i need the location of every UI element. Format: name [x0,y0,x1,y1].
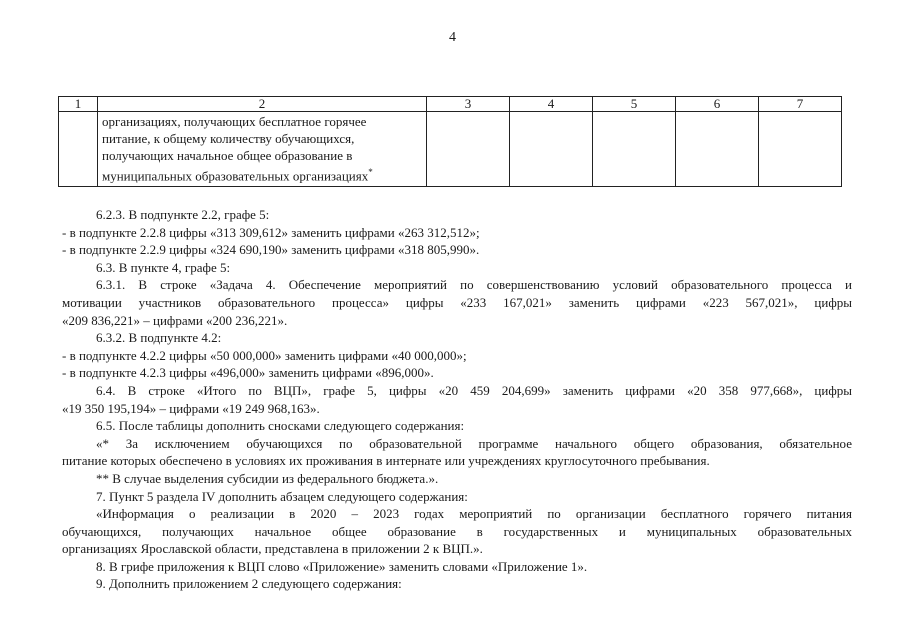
paragraph: 8. В грифе приложения к ВЦП слово «Приложение» заменить словами «Приложение 1». [96,558,588,574]
amendment-text [62,206,852,593]
paragraph: 6.5. После таблицы дополнить сносками следующего содержания: [96,418,465,434]
indicator-line-3: получающих начальное общее образование в [102,148,353,163]
table-cell-col3 [427,112,510,187]
col-header-1: 1 [59,97,98,112]
paragraph: «* За исключением обучающихся по образовательной программе начального общего образования, обязательное [96,435,852,451]
paragraph: - в подпункте 2.2.8 цифры «313 309,612» заменить цифрами «263 312,512»; [62,224,480,240]
paragraph: организациях Ярославской области, представлена в приложении 2 к ВЦП.». [62,541,483,557]
paragraph: 6.3. В пункте 4, графе 5: [96,259,231,275]
paragraph: ** В случае выделения субсидии из федерального бюджета.». [96,470,439,486]
paragraph: 6.3.1. В строке «Задача 4. Обеспечение мероприятий по совершенствованию условий образовательного процесса и [96,277,852,293]
indicator-line-4: муниципальных образовательных организациях [102,168,369,184]
paragraph: «Информация о реализации в 2020 – 2023 годах мероприятий по организации бесплатного горячего питания [96,506,852,522]
table-row [59,112,842,187]
page-number: 4 [449,30,456,45]
paragraph: 6.4. В строке «Итого по ВЦП», графе 5, цифры «20 459 204,699» заменить цифрами «20 358 977,668», цифры [96,382,852,398]
paragraph: обучающихся, получающих начальное общее образование в государственных и муниципальных образовательных [62,523,852,539]
paragraph: «19 350 195,194» – цифрами «19 249 968,163». [62,400,320,416]
table-cell-col5 [593,112,676,187]
paragraph: 6.2.3. В подпункте 2.2, графе 5: [96,207,270,222]
table-cell-col4 [510,112,593,187]
paragraph: - в подпункте 4.2.3 цифры «496,000» заменить цифрами «896,000». [62,365,434,381]
paragraph: 7. Пункт 5 раздела IV дополнить абзацем следующего содержания: [96,488,468,504]
paragraph: мотивации участников образовательного процесса» цифры «233 167,021» заменить цифрами «223 567,021», цифры [62,294,852,310]
indicator-line-2: питание, к общему количеству обучающихся, [102,131,355,146]
col-header-5: 5 [593,97,676,112]
col-header-3: 3 [427,97,510,112]
col-header-2: 2 [98,97,427,112]
table-cell-indicator-name [98,112,427,187]
table-header-row [59,97,842,112]
col-header-4: 4 [510,97,593,112]
col-header-6: 6 [676,97,759,112]
paragraph: 6.3.2. В подпункте 4.2: [96,330,222,346]
paragraph: питание которых обеспечено в условиях их проживания в интернате или учреждениях круглосуточного пребывания. [62,453,710,469]
indicator-line-1: организациях, получающих бесплатное горячее [102,114,367,129]
table-cell-number [59,112,98,187]
paragraph: - в подпункте 4.2.2 цифры «50 000,000» заменить цифрами «40 000,000»; [62,347,467,363]
paragraph: «209 836,221» – цифрами «200 236,221». [62,312,288,328]
table-cell-col6 [676,112,759,187]
program-table-fragment [58,96,842,187]
table-cell-col7 [759,112,842,187]
col-header-7: 7 [759,97,842,112]
paragraph: - в подпункте 2.2.9 цифры «324 690,190» заменить цифрами «318 805,990». [62,242,480,258]
paragraph: 9. Дополнить приложением 2 следующего содержания: [96,576,402,592]
footnote-mark: * [368,167,373,177]
